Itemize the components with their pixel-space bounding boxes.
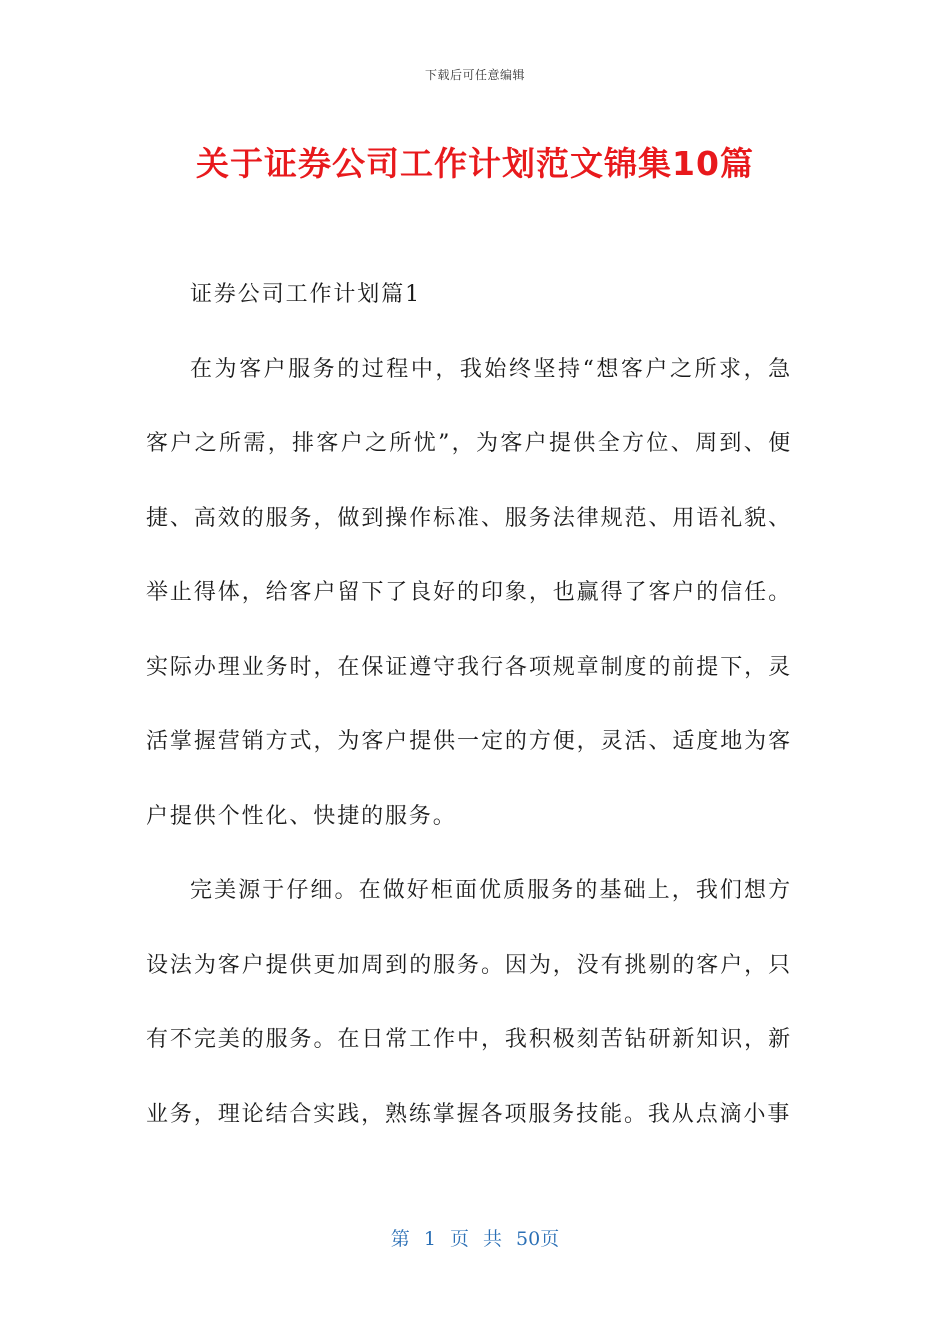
header-note: 下载后可任意编辑 xyxy=(424,68,525,82)
section-heading: 证券公司工作计划篇1 xyxy=(190,282,421,307)
paragraph-1: 在为客户服务的过程中，我始终坚持“想客户之所求，急客户之所需，排客户之所忧”，为客户提供全方位、周到、便捷、高效的服务，做到操作标准、服务法律规范、用语礼貌、举止得体，给客户留下了良好的印象，也赢得了客户的信任。实际办理业务时，在保证遵守我行各项规章制度的前提下，灵活掌握营销方式，为客户提供一定的方便，灵活、适度地为客户提供个性化、快捷的服务。 xyxy=(146,356,792,829)
document-body xyxy=(146,258,792,1152)
paragraph-2: 完美源于仔细。在做好柜面优质服务的基础上，我们想方设法为客户提供更加周到的服务。因为，没有挑剔的客户，只有不完美的服务。在日常工作中，我积极刻苦钻研新知识，新业务，理论结合实践，熟练掌握各项服务技能。我从点滴小事 xyxy=(146,878,792,1127)
page-number-footer: 第 1 页 共 50页 xyxy=(390,1228,560,1250)
document-title: 关于证券公司工作计划范文锦集10篇 xyxy=(196,144,754,183)
